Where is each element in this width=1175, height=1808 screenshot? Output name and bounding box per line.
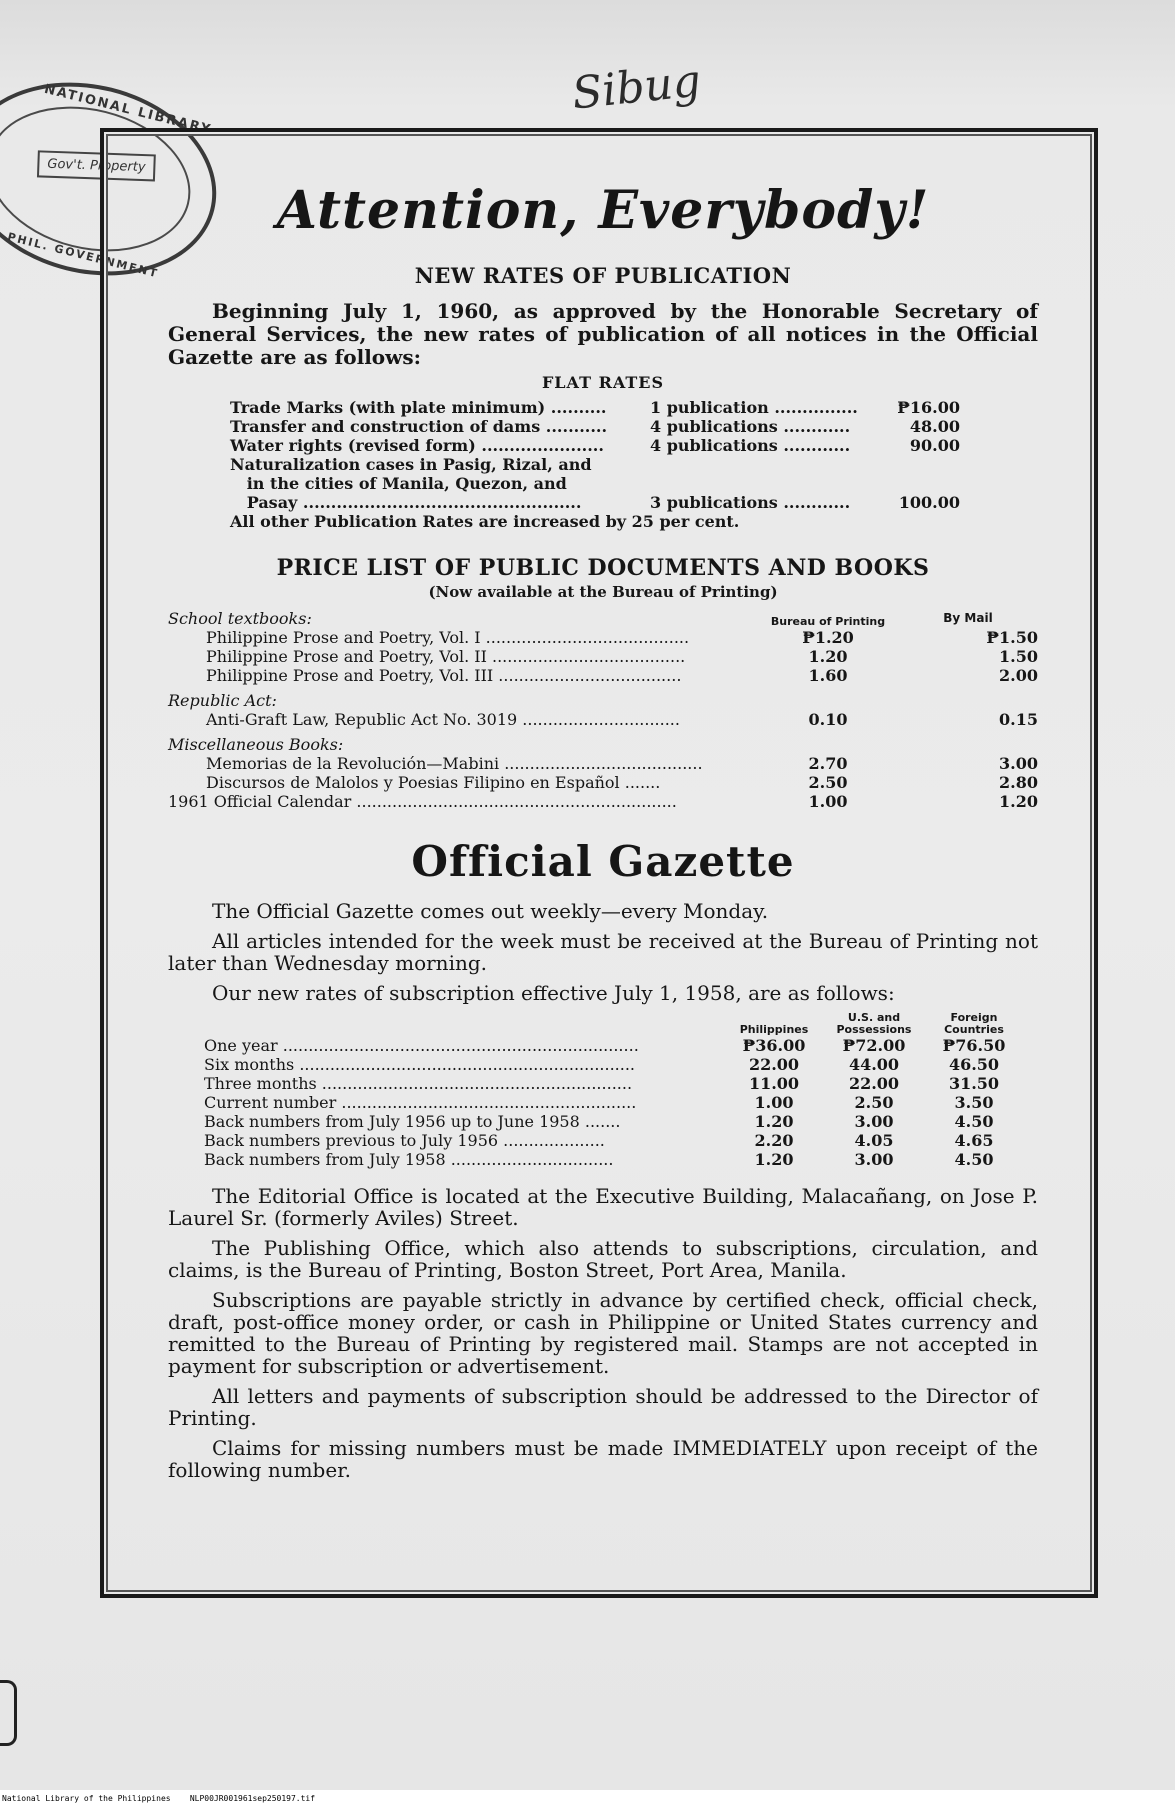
flat-rate-desc: Water rights (revised form) ...................... [230,436,604,455]
flat-rate-pubs: 1 publication ............... [650,398,858,417]
subscription-label: Back numbers previous to July 1956 .................... [204,1131,605,1150]
price-row [168,666,1038,685]
flat-rate-amount: 100.00 [898,493,960,512]
flat-rate-desc: Pasay .................................................. [230,493,582,512]
subscription-row [204,1093,1038,1112]
price-item-title: Discursos de Malolos y Poesias Filipino en Español ....... [206,773,661,792]
calendar-title: 1961 Official Calendar ............................................................... [168,792,677,811]
calendar-row [168,792,1038,811]
flat-rate-row [230,417,980,436]
price-philippines: ₱36.00 [742,1036,806,1055]
price-philippines: 1.20 [754,1150,794,1169]
price-philippines: 11.00 [748,1074,800,1093]
subscription-row [204,1036,1038,1055]
price-item-title: Philippine Prose and Poetry, Vol. II ...................................... [206,647,686,666]
subscription-label: Three months ............................................................. [204,1074,633,1093]
flat-rate-desc: in the cities of Manila, Quezon, and [230,474,567,493]
price-list-table [168,609,1038,811]
flat-rate-amount: 90.00 [909,436,960,455]
price-mail: 1.50 [999,647,1038,666]
flat-rate-desc: Trade Marks (with plate minimum) .......... [230,398,607,417]
price-us: 22.00 [848,1074,900,1093]
handwritten-signature: Sibug [569,55,704,120]
subscription-table [204,1012,1038,1169]
flat-rate-pubs [650,455,880,474]
price-foreign: ₱76.50 [942,1036,1006,1055]
stamp-bottom-text: PHIL. GOVERNMENT [6,230,160,281]
subscription-label: Current number .......................................................... [204,1093,637,1112]
price-item-title: Anti-Graft Law, Republic Act No. 3019 ............................... [206,710,680,729]
price-list-title: PRICE LIST OF PUBLIC DOCUMENTS AND BOOKS [276,555,930,581]
flat-rate-amount [880,474,960,493]
flat-rate-pubs: 4 publications ............ [650,417,851,436]
price-us: 3.00 [854,1150,894,1169]
price-foreign: 3.50 [954,1093,994,1112]
subscription-rows [204,1036,1038,1169]
price-bureau: 0.10 [808,710,848,729]
price-mail: 0.15 [999,710,1038,729]
headline: Attention, Everybody! [276,180,930,241]
flat-rate-amount: ₱16.00 [897,398,960,417]
flat-rate-row [230,436,980,455]
category-misc: Miscellaneous Books: [168,735,344,754]
price-row [168,647,1038,666]
price-row [168,710,1038,729]
stamp-center-text: Gov't. Property [37,150,156,181]
col-by-mail: By Mail [943,611,993,625]
price-bureau: 2.70 [808,754,848,773]
category-school: School textbooks: [168,609,312,628]
price-us: 2.50 [854,1093,894,1112]
gazette-p6: Subscriptions are payable strictly in advance by certified check, official check, draft, post-office money order, or cash in Philippine or United States currency and remitted to the Bureau of Printing by registered mail. Stamps are not accepted in payment for subscription or advertisement. [168,1288,1038,1378]
flat-rate-pubs: 4 publications ............ [650,436,851,455]
misc-rows [168,754,1038,792]
gazette-p8: Claims for missing numbers must be made IMMEDIATELY upon receipt of the following number. [168,1436,1038,1482]
scan-footer: National Library of the Philippines NLP00JR001961sep250197.tif [0,1790,1175,1808]
price-list-header [168,609,1038,628]
price-philippines: 2.20 [754,1131,794,1150]
col-bureau-of-printing: Bureau of Printing [770,615,886,628]
price-bureau: 1.20 [808,647,848,666]
price-us: ₱72.00 [842,1036,906,1055]
subscription-label: Back numbers from July 1956 up to June 1958 ....... [204,1112,621,1131]
gazette-p5: The Publishing Office, which also attends to subscriptions, circulation, and claims, is the Bureau of Printing, Boston Street, Port Area, Manila. [168,1236,1038,1282]
price-philippines: 1.20 [754,1112,794,1131]
flat-rate-desc: Transfer and construction of dams ........... [230,417,608,436]
gazette-p3: Our new rates of subscription effective July 1, 1958, are as follows: [212,981,895,1005]
subscription-row [204,1112,1038,1131]
gazette-p1: The Official Gazette comes out weekly—every Monday. [212,899,769,923]
price-us: 4.05 [854,1131,894,1150]
price-item-title: Philippine Prose and Poetry, Vol. I ........................................ [206,628,690,647]
flat-rates-note: All other Publication Rates are increased by 25 per cent. [230,512,740,531]
flat-rates-table [230,398,980,512]
flat-rate-amount: 48.00 [909,417,960,436]
flat-rate-row [230,455,980,474]
price-bureau: 2.50 [808,773,848,792]
flat-rate-row [230,493,980,512]
price-philippines: 22.00 [748,1055,800,1074]
price-row [168,754,1038,773]
col-us-possessions: U.S. and Possessions [836,1011,912,1036]
category-republic-act: Republic Act: [168,691,277,710]
price-row [168,628,1038,647]
price-bureau: 1.60 [808,666,848,685]
price-us: 44.00 [848,1055,900,1074]
subscription-header [204,1012,1038,1036]
price-philippines: 1.00 [754,1093,794,1112]
subscription-row [204,1074,1038,1093]
price-foreign: 4.50 [954,1112,994,1131]
gazette-p7: All letters and payments of subscription should be addressed to the Director of Printing. [168,1384,1038,1430]
price-item-title: Philippine Prose and Poetry, Vol. III .................................... [206,666,682,685]
subscription-row [204,1150,1038,1169]
price-mail: ₱1.50 [986,628,1038,647]
col-foreign: Foreign Countries [944,1011,1004,1036]
price-item-title: Memorias de la Revolución—Mabini ....................................... [206,754,703,773]
flat-rate-amount [880,455,960,474]
notice-content [168,180,1038,1489]
subscription-label: One year ...................................................................... [204,1036,639,1055]
price-bureau: ₱1.20 [802,628,854,647]
price-foreign: 4.65 [954,1131,994,1150]
new-rates-title: NEW RATES OF PUBLICATION [414,263,792,288]
republic-rows [168,710,1038,729]
flat-rate-row [230,398,980,417]
binding-ring [0,1680,17,1746]
price-mail: 2.80 [999,773,1038,792]
flat-rate-pubs: 3 publications ............ [650,493,851,512]
price-foreign: 4.50 [954,1150,994,1169]
flat-rates-title: FLAT RATES [541,373,665,392]
price-foreign: 46.50 [948,1055,1000,1074]
price-row [168,773,1038,792]
gazette-title: Official Gazette [411,837,795,886]
price-list-subtitle: (Now available at the Bureau of Printing) [428,583,778,601]
subscription-label: Back numbers from July 1958 ................................ [204,1150,614,1169]
subscription-label: Six months .................................................................. [204,1055,635,1074]
price-mail: 3.00 [999,754,1038,773]
calendar-mail-price: 1.20 [999,792,1038,811]
subscription-row [204,1131,1038,1150]
price-foreign: 31.50 [948,1074,1000,1093]
flat-rate-pubs [650,474,880,493]
subscription-row [204,1055,1038,1074]
price-us: 3.00 [854,1112,894,1131]
flat-rate-row [230,474,980,493]
col-philippines: Philippines [739,1023,809,1036]
gazette-p2: All articles intended for the week must be received at the Bureau of Printing not later than Wednesday morning. [168,929,1038,975]
new-rates-intro: Beginning July 1, 1960, as approved by the Honorable Secretary of General Services, the new rates of publication of all notices in the Official Gazette are as follows: [168,299,1038,369]
flat-rate-desc: Naturalization cases in Pasig, Rizal, and [230,455,592,474]
stamp-top-text: NATIONAL LIBRARY [42,81,214,138]
price-mail: 2.00 [999,666,1038,685]
gazette-p4: The Editorial Office is located at the Executive Building, Malacañang, on Jose P. Laurel Sr. (formerly Aviles) Street. [168,1184,1038,1230]
school-rows [168,628,1038,685]
calendar-bureau-price: 1.00 [808,792,848,811]
